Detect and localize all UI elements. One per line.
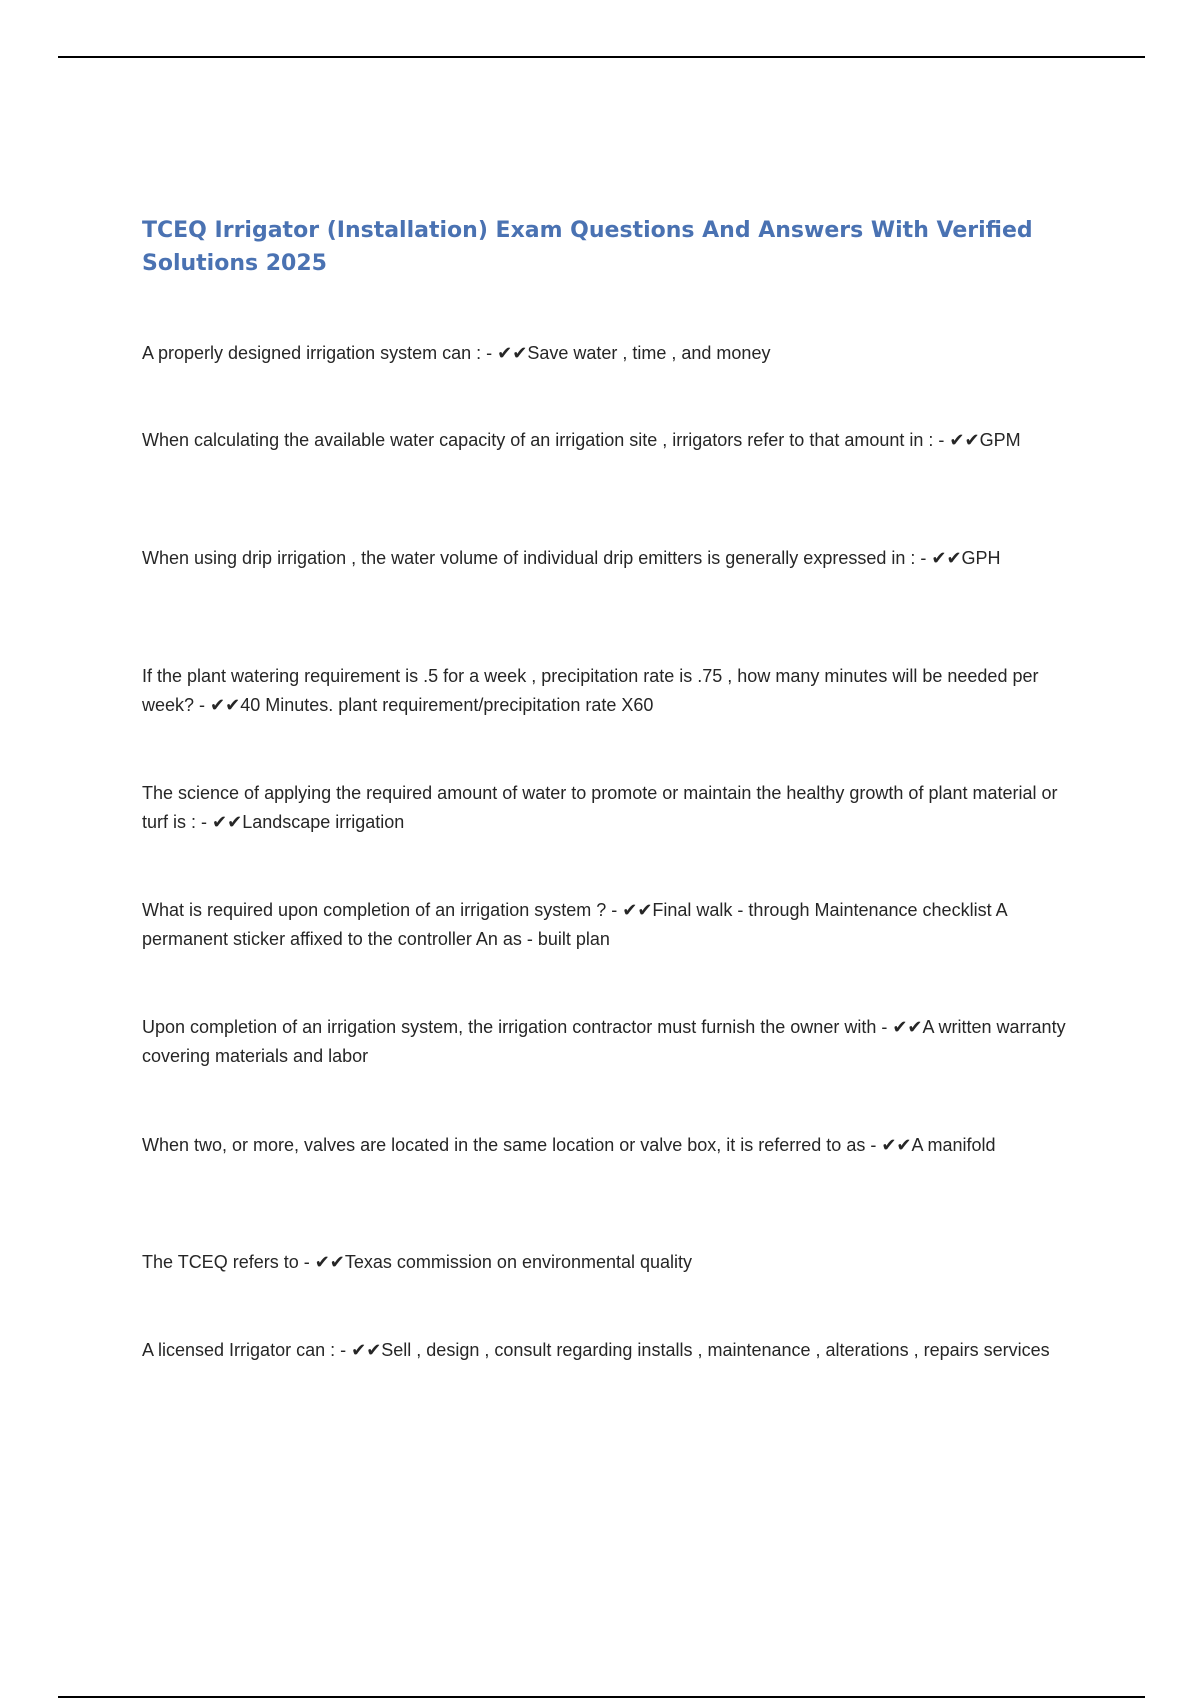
qa-item bbox=[142, 339, 1072, 368]
answer-text: GPH bbox=[961, 548, 1001, 568]
double-check-icon: ✔✔ bbox=[497, 343, 528, 364]
answer-text: A written warranty covering materials and labor bbox=[142, 1017, 1066, 1066]
qa-separator: - bbox=[196, 812, 213, 832]
answer-text: Landscape irrigation bbox=[242, 812, 405, 832]
qa-item bbox=[142, 1248, 1072, 1277]
answer-text: GPM bbox=[979, 430, 1021, 450]
question-text: When using drip irrigation , the water volume of individual drip emitters is generally expressed in : bbox=[142, 548, 916, 568]
double-check-icon: ✔✔ bbox=[881, 1135, 912, 1156]
qa-separator: - bbox=[933, 430, 950, 450]
double-check-icon: ✔✔ bbox=[622, 900, 653, 921]
qa-separator: - bbox=[481, 343, 498, 363]
top-page-rule bbox=[58, 56, 1145, 58]
document-title: TCEQ Irrigator (Installation) Exam Questions And Answers With Verified Solutions 2025 bbox=[142, 218, 1033, 276]
qa-item bbox=[142, 1336, 1072, 1365]
double-check-icon: ✔✔ bbox=[892, 1017, 923, 1038]
double-check-icon: ✔✔ bbox=[351, 1340, 382, 1361]
qa-item bbox=[142, 662, 1072, 720]
double-check-icon: ✔✔ bbox=[931, 548, 962, 569]
question-text: Upon completion of an irrigation system, the irrigation contractor must furnish the owner with bbox=[142, 1017, 877, 1037]
qa-separator: - bbox=[865, 1135, 882, 1155]
qa-separator: - bbox=[335, 1340, 352, 1360]
answer-text: Sell , design , consult regarding installs , maintenance , alterations , repairs services bbox=[381, 1340, 1050, 1360]
answer-text: Final walk - through Maintenance checklist A permanent sticker affixed to the controller An as - built plan bbox=[142, 900, 1007, 949]
question-text: A properly designed irrigation system can : bbox=[142, 343, 482, 363]
question-text: A licensed Irrigator can : bbox=[142, 1340, 336, 1360]
qa-item bbox=[142, 544, 1072, 573]
answer-text: Save water , time , and money bbox=[527, 343, 771, 363]
double-check-icon: ✔✔ bbox=[212, 812, 243, 833]
question-text: If the plant watering requirement is .5 for a week , precipitation rate is .75 , how many minutes will be needed per week? bbox=[142, 666, 1039, 715]
qa-item bbox=[142, 1013, 1072, 1071]
qa-item bbox=[142, 779, 1072, 837]
qa-separator: - bbox=[194, 695, 211, 715]
question-text: What is required upon completion of an irrigation system ? bbox=[142, 900, 607, 920]
answer-text: A manifold bbox=[911, 1135, 996, 1155]
question-text: The science of applying the required amount of water to promote or maintain the healthy growth of plant material or turf is : bbox=[142, 783, 1058, 832]
qa-separator: - bbox=[606, 900, 623, 920]
answer-text: Texas commission on environmental quality bbox=[344, 1252, 693, 1272]
qa-separator: - bbox=[876, 1017, 893, 1037]
double-check-icon: ✔✔ bbox=[949, 430, 980, 451]
question-text: When two, or more, valves are located in the same location or valve box, it is referred to as bbox=[142, 1135, 866, 1155]
qa-item bbox=[142, 426, 1072, 455]
bottom-page-rule bbox=[58, 1696, 1145, 1698]
qa-separator: - bbox=[915, 548, 932, 568]
double-check-icon: ✔✔ bbox=[210, 695, 241, 716]
qa-item bbox=[142, 1131, 1072, 1160]
qa-item bbox=[142, 896, 1072, 954]
double-check-icon: ✔✔ bbox=[314, 1252, 345, 1273]
document-body bbox=[142, 214, 1072, 1361]
question-text: The TCEQ refers to bbox=[142, 1252, 299, 1272]
question-text: When calculating the available water capacity of an irrigation site , irrigators refer to that amount in : bbox=[142, 430, 934, 450]
qa-separator: - bbox=[298, 1252, 315, 1272]
answer-text: 40 Minutes. plant requirement/precipitation rate X60 bbox=[240, 695, 654, 715]
